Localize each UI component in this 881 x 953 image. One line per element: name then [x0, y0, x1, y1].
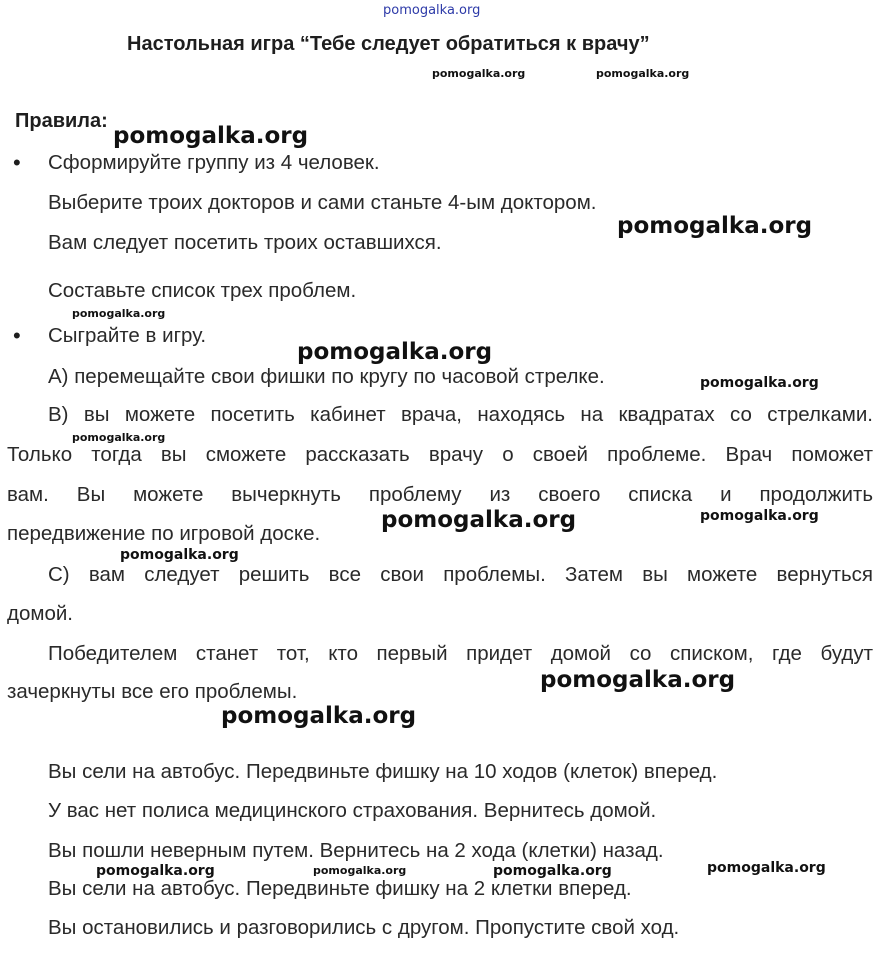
rule-line-8: Только тогда вы сможете рассказать врачу о своей проблеме. Врач поможет: [7, 443, 873, 466]
watermark: pomogalka.org: [221, 703, 417, 729]
rule-line-1: Сформируйте группу из 4 человек.: [48, 151, 380, 174]
card-line-3: Вы пошли неверным путем. Вернитесь на 2 хода (клетки) назад.: [48, 839, 664, 862]
watermark: pomogalka.org: [707, 860, 826, 876]
card-line-1: Вы сели на автобус. Передвиньте фишку на 10 ходов (клеток) вперед.: [48, 760, 718, 783]
watermark: pomogalka.org: [381, 507, 577, 533]
rule-line-7: В) вы можете посетить кабинет врача, находясь на квадратах со стрелками.: [48, 403, 873, 426]
card-line-4: Вы сели на автобус. Передвиньте фишку на 2 клетки вперед.: [48, 877, 632, 900]
rule-line-11: С) вам следует решить все свои проблемы. Затем вы можете вернуться: [48, 563, 873, 586]
rule-line-13: Победителем станет тот, кто первый придет домой со списком, где будут: [48, 642, 873, 665]
rule-line-9: вам. Вы можете вычеркнуть проблему из своего списка и продолжить: [7, 483, 873, 506]
rule-line-2: Выберите троих докторов и сами станьте 4-ым доктором.: [48, 191, 597, 214]
watermark: pomogalka.org: [596, 67, 690, 80]
rules-heading: Правила:: [15, 110, 108, 132]
card-line-5: Вы остановились и разговорились с другом. Пропустите свой ход.: [48, 916, 680, 939]
watermark: pomogalka.org: [113, 123, 309, 149]
rule-line-5: Сыграйте в игру.: [48, 324, 207, 347]
bullet-icon: •: [13, 150, 21, 175]
watermark: pomogalka.org: [700, 508, 819, 524]
rule-line-3: Вам следует посетить троих оставшихся.: [48, 231, 442, 254]
rule-line-4: Составьте список трех проблем.: [48, 279, 357, 302]
rule-line-6: А) перемещайте свои фишки по кругу по часовой стрелке.: [48, 365, 605, 388]
watermark: pomogalka.org: [72, 431, 166, 444]
watermark: pomogalka.org: [617, 213, 813, 239]
watermark: pomogalka.org: [297, 339, 493, 365]
watermark: pomogalka.org: [700, 375, 819, 391]
rule-line-14: зачеркнуты все его проблемы.: [7, 680, 298, 703]
page-title: Настольная игра “Тебе следует обратиться к врачу”: [127, 33, 650, 55]
watermark: pomogalka.org: [540, 667, 736, 693]
rule-line-12: домой.: [7, 602, 74, 625]
card-line-2: У вас нет полиса медицинского страхования. Вернитесь домой.: [48, 799, 657, 822]
watermark: pomogalka.org: [313, 864, 407, 877]
watermark: pomogalka.org: [493, 863, 612, 879]
watermark: pomogalka.org: [72, 307, 166, 320]
bullet-icon: •: [13, 323, 21, 348]
watermark: pomogalka.org: [120, 547, 239, 563]
site-watermark-top: pomogalka.org: [383, 3, 481, 18]
watermark: pomogalka.org: [96, 863, 215, 879]
watermark: pomogalka.org: [432, 67, 526, 80]
rule-line-10: передвижение по игровой доске.: [7, 522, 321, 545]
